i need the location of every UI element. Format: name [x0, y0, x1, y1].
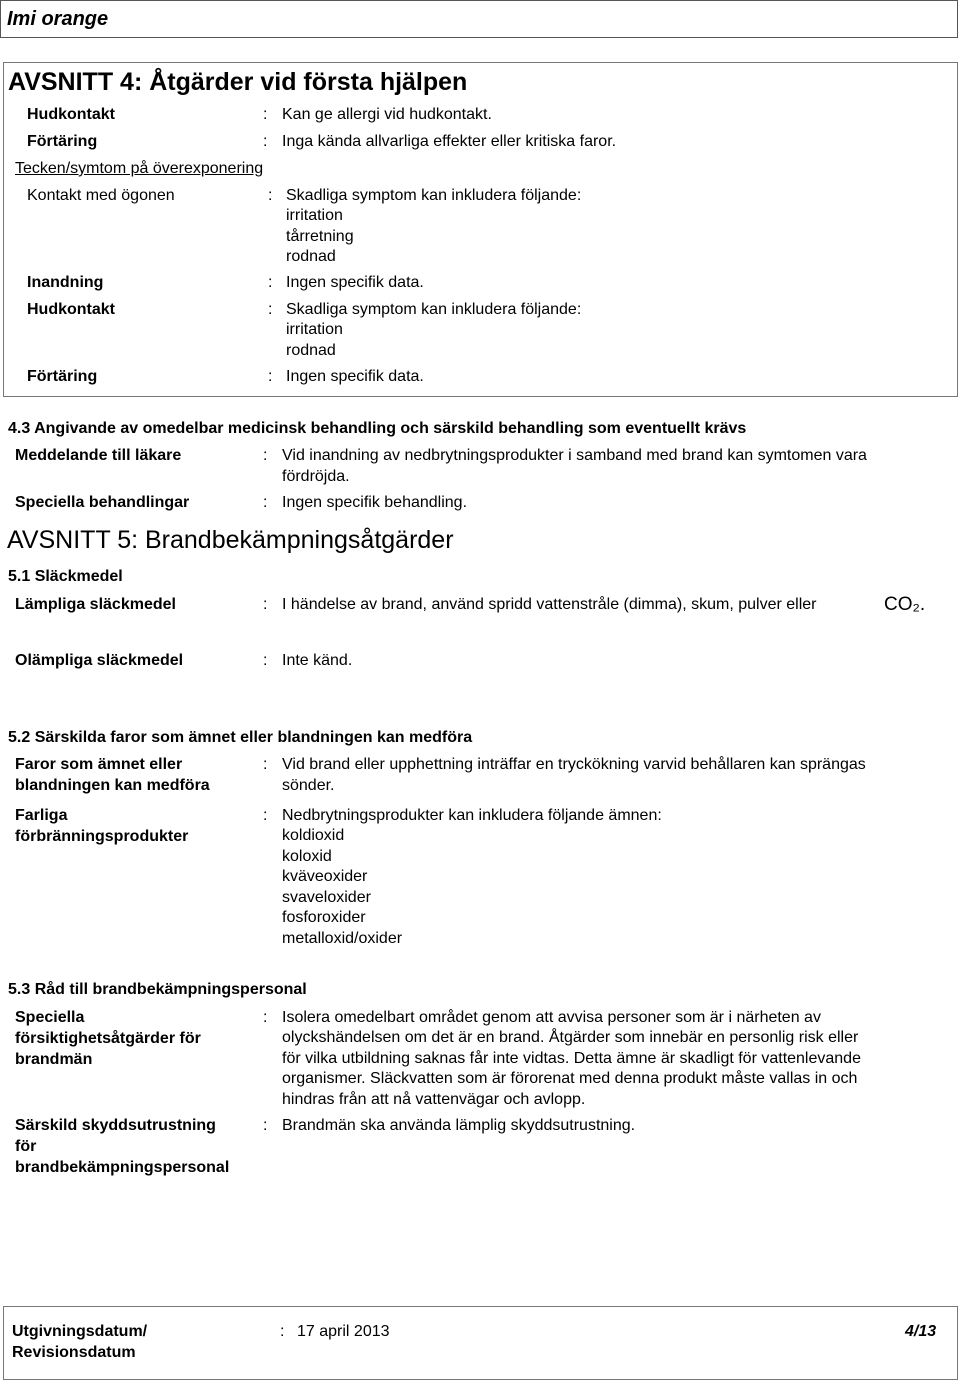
colon: :: [263, 652, 268, 669]
label-hazards-line: Faror som ämnet eller: [15, 756, 183, 773]
subsection-5-2: 5.2 Särskilda faror som ämnet eller blandningen kan medföra: [8, 729, 473, 746]
label-combustion-line: förbränningsprodukter: [15, 828, 189, 845]
precautions-line: för vilka utbildning saknas får inte vidtas. Detta ämne är skadligt för vattenlevande: [282, 1050, 861, 1067]
label-equipment-line: brandbekämpningspersonal: [15, 1159, 230, 1176]
combustion-line: koloxid: [282, 848, 332, 865]
label-suitable-media: Lämpliga släckmedel: [15, 596, 176, 613]
value-suitable-media: I händelse av brand, använd spridd vattenstråle (dimma), skum, pulver eller: [282, 596, 817, 613]
label-inhalation: Inandning: [27, 274, 104, 291]
subsection-5-3: 5.3 Råd till brandbekämpningspersonal: [8, 981, 307, 998]
colon: :: [263, 596, 268, 613]
page-number: 4/13: [905, 1323, 937, 1340]
combustion-line: metalloxid/oxider: [282, 930, 403, 947]
colon: :: [263, 106, 268, 123]
subsection-4-3: 4.3 Angivande av omedelbar medicinsk behandling och särskild behandling som eventuellt krävs: [8, 420, 747, 437]
colon: :: [263, 447, 268, 464]
section-5-title: AVSNITT 5: Brandbekämpningsåtgärder: [7, 526, 454, 554]
hazards-line: sönder.: [282, 777, 335, 794]
label-precautions-line: Speciella: [15, 1009, 85, 1026]
value-ingestion: Inga kända allvarliga effekter eller kritiska faror.: [282, 133, 617, 150]
eye-symptom-line: tårretning: [286, 228, 354, 245]
label-precautions-line: brandmän: [15, 1051, 93, 1068]
colon: :: [268, 368, 273, 385]
document-header: [0, 0, 958, 38]
combustion-line: fosforoxider: [282, 909, 366, 926]
value-equipment: Brandmän ska använda lämplig skyddsutrustning.: [282, 1117, 636, 1134]
label-unsuitable-media: Olämpliga släckmedel: [15, 652, 184, 669]
label-eye-contact: Kontakt med ögonen: [27, 187, 175, 204]
label-precautions-line: försiktighetsåtgärder för: [15, 1030, 201, 1047]
colon: :: [263, 756, 268, 773]
precautions-line: Isolera omedelbart området genom att avvisa personer som är i närheten av: [282, 1009, 821, 1026]
colon: :: [263, 1009, 268, 1026]
label-note-to-physician: Meddelande till läkare: [15, 447, 182, 464]
label-skin-symptoms: Hudkontakt: [27, 301, 115, 318]
label-ingestion: Förtäring: [27, 133, 98, 150]
colon: :: [268, 274, 273, 291]
hazards-line: Vid brand eller upphettning inträffar en tryckökning varvid behållaren kan sprängas: [282, 756, 866, 773]
precautions-line: hindras från att nå vattenvägar och avlopp.: [282, 1091, 586, 1108]
colon: :: [263, 807, 268, 824]
combustion-line: kväveoxider: [282, 868, 368, 885]
label-ingestion-symptoms: Förtäring: [27, 368, 98, 385]
section-4-title: AVSNITT 4: Åtgärder vid första hjälpen: [8, 68, 468, 96]
physician-note-line: fördröjda.: [282, 468, 350, 485]
value-ingestion-symptoms: Ingen specifik data.: [286, 368, 424, 385]
skin-symptom-line: rodnad: [286, 342, 336, 359]
combustion-line: svaveloxider: [282, 889, 371, 906]
skin-symptom-line: Skadliga symptom kan inkludera följande:: [286, 301, 582, 318]
value-inhalation: Ingen specifik data.: [286, 274, 424, 291]
label-skin-contact: Hudkontakt: [27, 106, 115, 123]
symptoms-heading: Tecken/symtom på överexponering: [15, 160, 264, 177]
colon: :: [263, 494, 268, 511]
skin-symptom-line: irritation: [286, 321, 343, 338]
label-equipment-line: för: [15, 1138, 37, 1155]
colon: :: [263, 1117, 268, 1134]
label-combustion-line: Farliga: [15, 807, 68, 824]
value-skin-contact: Kan ge allergi vid hudkontakt.: [282, 106, 492, 123]
value-special-treatment: Ingen specifik behandling.: [282, 494, 468, 511]
eye-symptom-line: rodnad: [286, 248, 336, 265]
eye-symptom-line: irritation: [286, 207, 343, 224]
footer-label-line: Revisionsdatum: [12, 1344, 136, 1361]
label-equipment-line: Särskild skyddsutrustning: [15, 1117, 216, 1134]
physician-note-line: Vid inandning av nedbrytningsprodukter i samband med brand kan symtomen vara: [282, 447, 867, 464]
footer-box: [3, 1306, 958, 1380]
colon: :: [268, 301, 273, 318]
label-hazards-line: blandningen kan medföra: [15, 777, 210, 794]
colon: :: [263, 133, 268, 150]
label-special-treatment: Speciella behandlingar: [15, 494, 190, 511]
precautions-line: olyckshändelsen om det är en brand. Åtgärder som innebär en personlig risk eller: [282, 1029, 859, 1046]
footer-colon: :: [280, 1323, 285, 1340]
precautions-line: organismer. Släckvatten som är förorenat med denna produkt måste vallas in och: [282, 1070, 858, 1087]
colon: :: [268, 187, 273, 204]
combustion-line: koldioxid: [282, 827, 345, 844]
value-unsuitable-media: Inte känd.: [282, 652, 353, 669]
combustion-line: Nedbrytningsprodukter kan inkludera följande ämnen:: [282, 807, 662, 824]
subsection-5-1: 5.1 Släckmedel: [8, 568, 123, 585]
co2-label: CO₂.: [884, 594, 926, 615]
product-name: Imi orange: [7, 8, 109, 30]
eye-symptom-line: Skadliga symptom kan inkludera följande:: [286, 187, 582, 204]
issue-date: 17 april 2013: [297, 1323, 390, 1340]
footer-label-line: Utgivningsdatum/: [12, 1323, 148, 1340]
